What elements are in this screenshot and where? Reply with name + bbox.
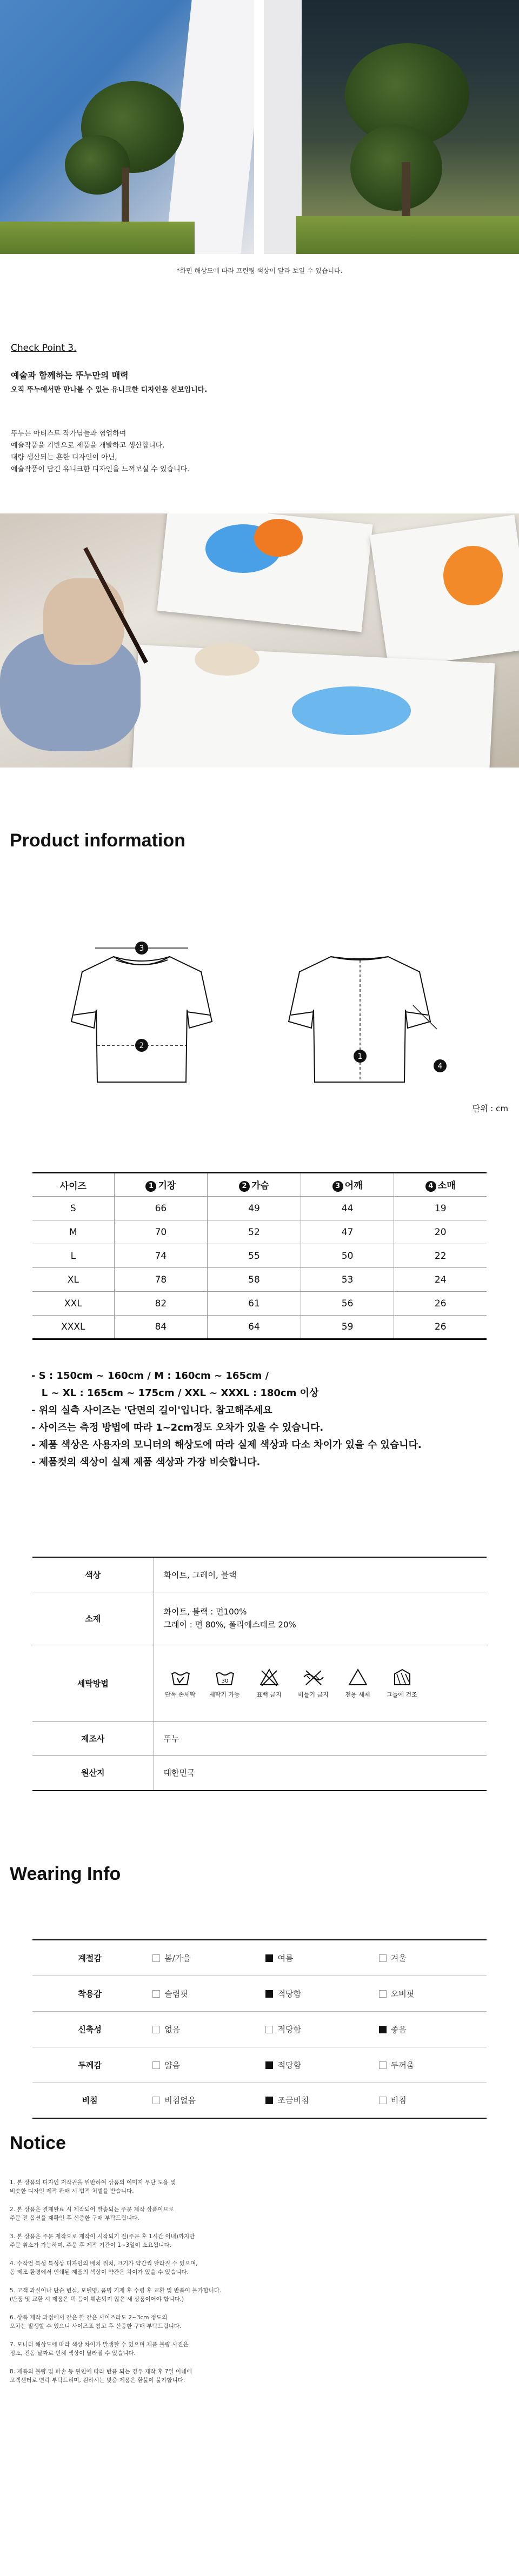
wearing-info-title: Wearing Info: [10, 1864, 121, 1884]
product-photo-left: [0, 0, 254, 254]
checkbox: [152, 1990, 160, 1998]
artist-painting-photo: [0, 513, 519, 768]
marker-3: [135, 942, 148, 955]
svg-text:3: 3: [139, 944, 144, 953]
shade-dry-icon: [391, 1667, 413, 1687]
note-line: - 제품컷의 색상이 실제 제품 색상과 가장 비슷합니다.: [31, 1457, 261, 1468]
col-chest: 2 가슴: [208, 1173, 301, 1197]
body-line: 대량 생산되는 흔한 디자인이 아닌,: [11, 453, 117, 462]
checkbox: [152, 1954, 160, 1962]
note-line: - 사이즈는 측정 방법에 따라 1~2cm정도 오차가 있을 수 있습니다.: [31, 1422, 324, 1433]
info-row-origin: [32, 1755, 487, 1791]
care-shade-dry: 그늘에 건조: [380, 1667, 424, 1699]
detergent-icon: [347, 1667, 369, 1687]
checkbox-checked: [265, 2097, 273, 2104]
marker-2: [135, 1039, 148, 1052]
no-bleach-icon: [258, 1667, 280, 1687]
tshirt-front: [71, 957, 212, 1082]
checkbox: [379, 1954, 387, 1962]
table-row: S 66 49 44 19: [32, 1197, 487, 1220]
checkbox: [379, 1990, 387, 1998]
svg-text:1: 1: [357, 1052, 363, 1061]
notice-item: 6. 상품 제작 과정에서 같은 한 같은 사이즈라도 2~3cm 정도의 오차는 발생할 수 있으니 사이즈표 참고 후 신중한 구매 부탁드립니다.: [10, 2314, 182, 2330]
notice-item: 4. 수작업 특성 특성상 디자인의 배치 위치, 크기가 약간씩 달라질 수 있으며, 동 제조 환경에서 인쇄된 제품의 색상이 약간은 차이가 있을 수 있습니다.: [10, 2260, 198, 2275]
notice-item: 5. 고객 과실이나 단순 변심, 모델명, 품명 기재 후 수령 후 교환 및 반품이 불가합니다. (반품 및 교환 시 제품은 택 등이 훼손되지 않은 새 상품이어야 합니다.): [10, 2287, 222, 2303]
checkbox: [379, 2061, 387, 2069]
notice-item: 3. 본 상품은 주문 제작으로 제작이 시작되기 전(주문 후 1시간 이내)까지만 주문 취소가 가능하며, 주문 후 제작 기간이 1~3일이 소요됩니다.: [10, 2233, 195, 2248]
product-info-title: Product information: [10, 830, 185, 851]
care-icons: [154, 1645, 487, 1721]
no-wring-icon: [303, 1667, 324, 1687]
notice-item: 1. 본 상품의 디자인 저작권을 위반하여 상품의 이미지 무단 도용 및 비슷한 디자인 제작 판매 시 법적 처벌을 받습니다.: [10, 2179, 176, 2194]
wear-row-season: 계절감 봄/가을 여름 겨울: [32, 1940, 487, 1976]
checkbox: [152, 2061, 160, 2069]
note-line: - 위의 실측 사이즈는 '단면의 길이'입니다. 참고해주세요: [31, 1405, 272, 1416]
material-label: 소재: [32, 1592, 154, 1645]
care-label: 세탁방법: [32, 1645, 154, 1721]
size-notes: [31, 1367, 496, 1471]
color-caption: *화면 해상도에 따라 프린팅 색상이 달라 보일 수 있습니다.: [176, 267, 343, 275]
table-row: XXXL 84 64 59 26: [32, 1316, 487, 1339]
check-point-subline: 오직 뚜누에서만 만나볼 수 있는 유니크한 디자인을 선보입니다.: [11, 386, 208, 394]
checkbox: [265, 2026, 273, 2033]
wear-row-stretch: 신축성 없음 적당함 좋음: [32, 2011, 487, 2047]
table-row: XL 78 58 53 24: [32, 1268, 487, 1292]
checkbox-checked: [379, 2026, 387, 2033]
col-sleeve: 4 소매: [394, 1173, 487, 1197]
size-diagram: [0, 940, 519, 1103]
tshirt-diagram: [0, 940, 519, 1103]
svg-text:2: 2: [139, 1042, 144, 1050]
svg-text:30: 30: [221, 1678, 228, 1684]
tshirt-back: [289, 957, 430, 1082]
body-line: 예술작품이 담긴 유니크한 디자인을 느껴보실 수 있습니다.: [11, 465, 190, 473]
origin-value: 대한민국: [154, 1755, 487, 1791]
color-value: 화이트, 그레이, 블랙: [154, 1557, 487, 1592]
info-row-material: [32, 1592, 487, 1645]
col-length: 1 기장: [114, 1173, 208, 1197]
info-row-care: [32, 1645, 487, 1721]
note-line: L ~ XL : 165cm ~ 175cm / XXL ~ XXXL : 180cm 이상: [31, 1387, 319, 1399]
wearing-info-table: [32, 1939, 487, 2119]
checkbox: [379, 2097, 387, 2104]
notice-item: 2. 본 상품은 결제완료 시 제작되어 발송되는 주문 제작 상품이므로 주문 전 옵션을 재확인 후 신중한 구매 부탁드립니다.: [10, 2206, 174, 2221]
info-row-color: [32, 1557, 487, 1592]
notice-item: 8. 제품의 불량 및 파손 등 원인에 따라 반품 되는 경우 제작 후 7일 이내에 고객센터로 연락 부탁드리며, 원하시는 맞춤 제품은 환불이 불가합니다.: [10, 2368, 192, 2384]
notice-list: [10, 2178, 496, 2394]
product-photo-right: [264, 0, 519, 254]
table-row: M 70 52 47 20: [32, 1220, 487, 1244]
maker-label: 제조사: [32, 1721, 154, 1755]
notice-item: 7. 모니터 해상도에 따라 색상 차이가 발생할 수 있으며 제품 불량 사진은 정소, 진동 날짜로 인해 색상이 달라질 수 있습니다.: [10, 2341, 189, 2357]
machine-wash-icon: [214, 1667, 236, 1687]
col-size: 사이즈: [32, 1173, 114, 1197]
checkbox-checked: [265, 1990, 273, 1998]
hero-photos: [0, 0, 519, 254]
care-no-wring: 비틀기 금지: [291, 1667, 336, 1699]
wear-row-fit: 착용감 슬림핏 적당함 오버핏: [32, 1976, 487, 2011]
note-line: - S : 150cm ~ 160cm / M : 160cm ~ 165cm /: [31, 1370, 269, 1382]
checkbox: [152, 2097, 160, 2104]
marker-4: [434, 1059, 447, 1072]
checkbox-checked: [265, 1954, 273, 1962]
wear-row-thickness: 두께감 얇음 적당함 두꺼움: [32, 2047, 487, 2083]
body-line: 뚜누는 아티스트 작가님들과 협업하여: [11, 430, 127, 438]
maker-value: 뚜누: [154, 1721, 487, 1755]
notice-title: Notice: [10, 2133, 66, 2153]
table-row: XXL 82 61 56 26: [32, 1292, 487, 1316]
product-info-table: [32, 1557, 487, 1791]
checkbox: [152, 2026, 160, 2033]
hand-wash-icon: [170, 1667, 191, 1687]
size-table: [32, 1172, 487, 1340]
col-shoulder: 3 어깨: [301, 1173, 394, 1197]
origin-label: 원산지: [32, 1755, 154, 1791]
care-hand-wash: 단독 손세탁: [158, 1667, 203, 1699]
table-row: L 74 55 50 22: [32, 1244, 487, 1268]
check-point-headline: 예술과 함께하는 뚜누만의 매력: [11, 370, 129, 381]
size-table-header: [32, 1173, 487, 1197]
svg-text:4: 4: [437, 1062, 443, 1071]
unit-label: 단위 : cm: [472, 1104, 508, 1113]
care-detergent: 전용 세제: [336, 1667, 380, 1699]
check-point-body: [11, 428, 389, 476]
info-row-maker: [32, 1721, 487, 1755]
care-no-bleach: 표백 금지: [247, 1667, 291, 1699]
wear-row-sheer: 비침 비침없음 조금비침 비침: [32, 2083, 487, 2118]
color-label: 색상: [32, 1557, 154, 1592]
care-machine-wash: 30 세탁기 가능: [203, 1667, 247, 1699]
material-value: 화이트, 블랙 : 면100% 그레이 : 면 80%, 폴리에스테르 20%: [154, 1592, 487, 1645]
checkbox-checked: [265, 2061, 273, 2069]
marker-1: [354, 1050, 367, 1063]
note-line: - 제품 색상은 사용자의 모니터의 해상도에 따라 실제 색상과 다소 차이가 있을 수 있습니다.: [31, 1439, 422, 1451]
body-line: 예술작품을 기반으로 제품을 개발하고 생산합니다.: [11, 442, 165, 450]
check-point-title: Check Point 3.: [11, 343, 77, 353]
